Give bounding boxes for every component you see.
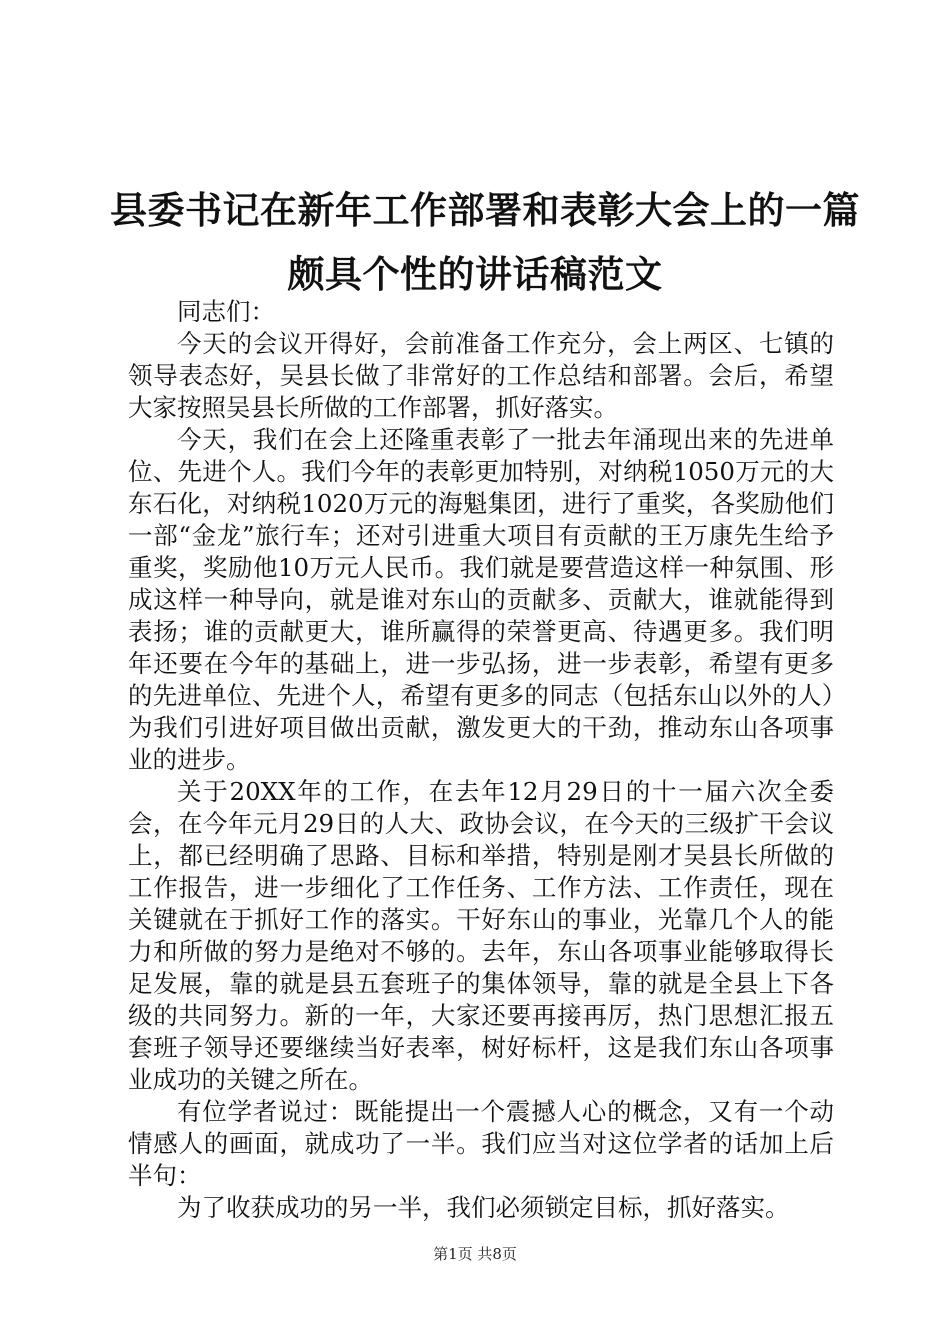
salutation-paragraph: 同志们： <box>177 297 275 326</box>
page-number-footer: 第1页 共8页 <box>433 1245 517 1263</box>
body-paragraph: 今天，我们在会上还隆重表彰了一批去年涌现出来的先进单位、先进个人。我们今年的表彰更加特别，对纳税1050万元的大东石化，对纳税1020万元的海魁集团，进行了重奖，各奖励他们一部“金龙”旅行车；还对引进重大项目有贡献的王万康先生给予重奖，奖励他10万元人民币。我们就是要营造这样一种氛围、形成这样一种导向，就是谁对东山的贡献多、贡献大，谁就能得到表扬；谁的贡献更大，谁所赢得的荣誉更高、待遇更多。我们明年还要在今年的基础上，进一步弘扬，进一步表彰，希望有更多的先进单位、先进个人，希望有更多的同志（包括东山以外的人）为我们引进好项目做出贡献，激发更大的干劲，推动东山各项事业的进步。 <box>128 425 834 774</box>
document-body <box>128 296 834 1224</box>
document-title-line-1: 县委书记在新年工作部署和表彰大会上的一篇 <box>110 188 860 232</box>
document-title-line-2: 颇具个性的讲话稿范文 <box>287 252 663 296</box>
body-paragraph: 关于20XX年的工作，在去年12月29日的十一届六次全委会，在今年元月29日的人大、政协会议，在今天的三级扩干会议上，都已经明确了思路、目标和举措，特别是刚才吴县长所做的工作报告，进一步细化了工作任务、工作方法、工作责任，现在关键就在于抓好工作的落实。干好东山的事业，光靠几个人的能力和所做的努力是绝对不够的。去年，东山各项事业能够取得长足发展，靠的就是县五套班子的集体领导，靠的就是全县上下各级的共同努力。新的一年，大家还要再接再厉，热门思想汇报五套班子领导还要继续当好表率，树好标杆，这是我们东山各项事业成功的关键之所在。 <box>128 777 834 1094</box>
body-paragraph: 今天的会议开得好，会前准备工作充分，会上两区、七镇的领导表态好，吴县长做了非常好的工作总结和部署。会后，希望大家按照吴县长所做的工作部署，抓好落实。 <box>128 329 834 422</box>
body-paragraph: 有位学者说过：既能提出一个震撼人心的概念，又有一个动情感人的画面，就成功了一半。我们应当对这位学者的话加上后半句： <box>128 1097 834 1190</box>
body-paragraph: 为了收获成功的另一半，我们必须锁定目标，抓好落实。 <box>177 1193 790 1222</box>
